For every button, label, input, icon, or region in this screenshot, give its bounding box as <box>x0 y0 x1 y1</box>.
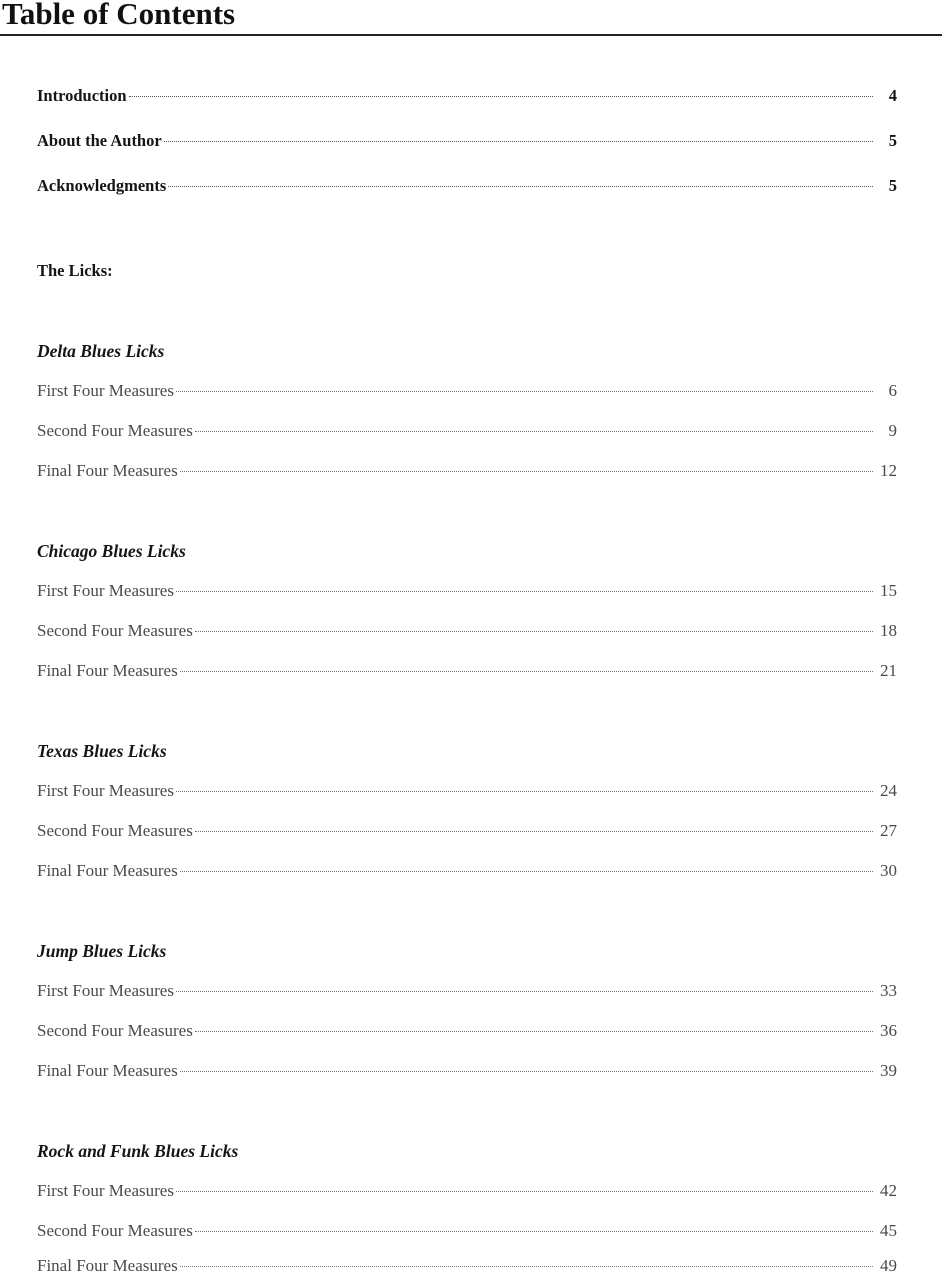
toc-page-number: 24 <box>880 781 897 800</box>
dot-leader <box>168 186 873 187</box>
toc-page-number: 45 <box>880 1221 897 1240</box>
toc-entry-label: Second Four Measures <box>37 621 193 640</box>
toc-entry[interactable] <box>37 1254 897 1278</box>
toc-entry-label: About the Author <box>37 131 162 150</box>
toc-page-number: 39 <box>880 1061 897 1080</box>
toc-page-number: 36 <box>880 1021 897 1040</box>
toc-entry-label: First Four Measures <box>37 381 174 400</box>
toc-entry[interactable] <box>37 659 897 683</box>
page-title: Table of Contents <box>2 0 236 31</box>
title-rule <box>0 34 942 36</box>
toc-entry-label: Final Four Measures <box>37 461 178 480</box>
toc-entry[interactable] <box>37 1219 897 1243</box>
toc-page-number: 9 <box>888 421 897 440</box>
dot-leader <box>195 431 873 432</box>
dot-leader <box>195 631 873 632</box>
toc-entry[interactable] <box>37 1019 897 1043</box>
toc-entry-label: Second Four Measures <box>37 821 193 840</box>
dot-leader <box>164 141 873 142</box>
toc-entry[interactable] <box>37 459 897 483</box>
toc-entry-label: First Four Measures <box>37 781 174 800</box>
toc-page-number: 18 <box>880 621 897 640</box>
dot-leader <box>195 1231 873 1232</box>
toc-entry-label: First Four Measures <box>37 1181 174 1200</box>
toc-entry-label: Second Four Measures <box>37 1221 193 1240</box>
toc-page-number: 42 <box>880 1181 897 1200</box>
dot-leader <box>195 1031 873 1032</box>
toc-entry[interactable] <box>37 779 897 803</box>
toc-entry[interactable] <box>37 819 897 843</box>
dot-leader <box>176 791 873 792</box>
toc-entry-label: Final Four Measures <box>37 861 178 880</box>
dot-leader <box>176 391 873 392</box>
section-heading-texas-blues: Texas Blues Licks <box>37 741 167 761</box>
toc-page-number: 49 <box>880 1256 897 1275</box>
toc-page-number: 30 <box>880 861 897 880</box>
toc-entry[interactable] <box>37 619 897 643</box>
toc-page-number: 12 <box>880 461 897 480</box>
toc-page-number: 4 <box>888 86 897 105</box>
dot-leader <box>195 831 873 832</box>
toc-entry-label: Final Four Measures <box>37 1061 178 1080</box>
toc-entry-about-the-author[interactable] <box>37 129 897 153</box>
dot-leader <box>180 1266 873 1267</box>
dot-leader <box>129 96 873 97</box>
toc-entry-label: First Four Measures <box>37 981 174 1000</box>
toc-entry[interactable] <box>37 1179 897 1203</box>
licks-label: The Licks: <box>37 261 113 280</box>
toc-entry[interactable] <box>37 379 897 403</box>
toc-entry-acknowledgments[interactable] <box>37 174 897 198</box>
dot-leader <box>180 871 873 872</box>
section-heading-jump-blues: Jump Blues Licks <box>37 941 167 961</box>
toc-entry-label: Second Four Measures <box>37 1021 193 1040</box>
dot-leader <box>176 591 873 592</box>
section-heading-chicago-blues: Chicago Blues Licks <box>37 541 186 561</box>
dot-leader <box>180 671 873 672</box>
toc-entry[interactable] <box>37 1059 897 1083</box>
toc-page-number: 5 <box>888 176 897 195</box>
toc-entry-label: Second Four Measures <box>37 421 193 440</box>
dot-leader <box>176 991 873 992</box>
toc-entry-introduction[interactable] <box>37 84 897 108</box>
toc-page-number: 15 <box>880 581 897 600</box>
dot-leader <box>180 1071 873 1072</box>
toc-entry[interactable] <box>37 859 897 883</box>
toc-page-number: 6 <box>888 381 897 400</box>
toc-page-number: 33 <box>880 981 897 1000</box>
toc-entry-label: Final Four Measures <box>37 661 178 680</box>
toc-page-number: 5 <box>888 131 897 150</box>
toc-entry-label: Introduction <box>37 86 127 105</box>
toc-entry[interactable] <box>37 579 897 603</box>
toc-entry-label: First Four Measures <box>37 581 174 600</box>
section-heading-rock-and-funk-blues: Rock and Funk Blues Licks <box>37 1141 239 1161</box>
toc-entry-label: Final Four Measures <box>37 1256 178 1275</box>
toc-page-number: 21 <box>880 661 897 680</box>
dot-leader <box>180 471 873 472</box>
toc-entry-label: Acknowledgments <box>37 176 167 195</box>
dot-leader <box>176 1191 873 1192</box>
section-heading-delta-blues: Delta Blues Licks <box>37 341 165 361</box>
toc-entry[interactable] <box>37 419 897 443</box>
toc-page-number: 27 <box>880 821 897 840</box>
toc-entry[interactable] <box>37 979 897 1003</box>
